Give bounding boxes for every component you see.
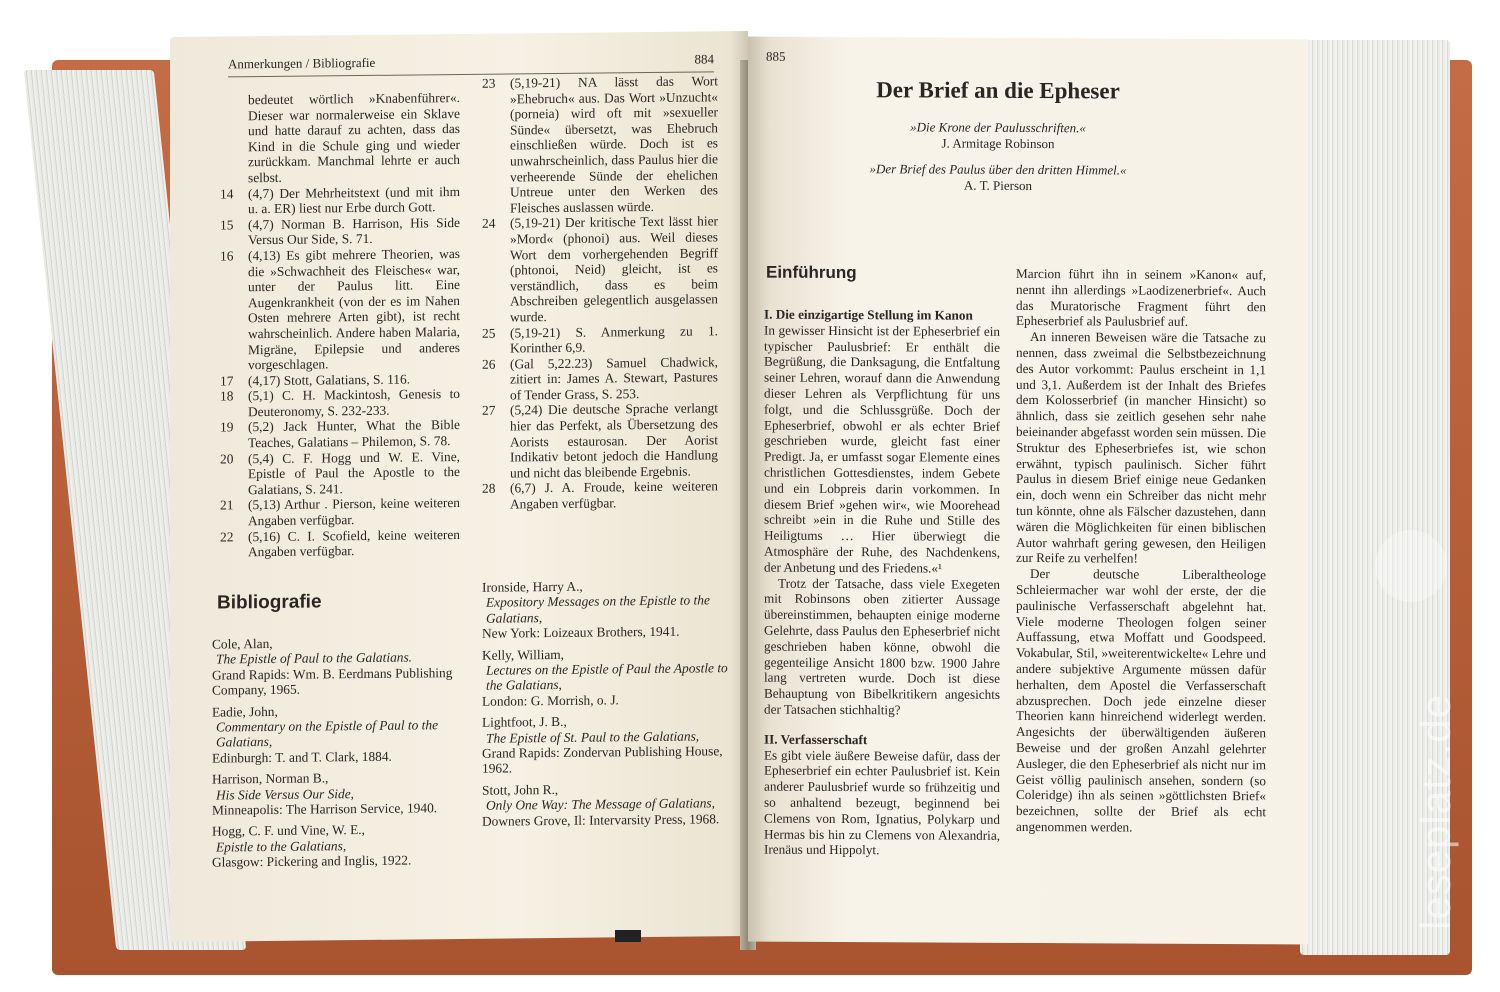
bibliography-publisher: Minneapolis: The Harrison Service, 1940. xyxy=(212,800,438,818)
bibliography-author: Kelly, William, xyxy=(482,646,565,663)
footnote xyxy=(220,184,460,218)
bibliography-entry xyxy=(212,634,472,698)
bibliography-entry xyxy=(212,821,472,870)
bibliography-publisher: London: G. Morrish, o. J. xyxy=(482,692,619,709)
footnote-number: 24 xyxy=(482,215,496,232)
paragraph: Es gibt viele äußere Beweise dafür, dass der Epheserbrief ein echter Paulusbrief ist. Kein anderer Paulusbrief wurde so frühzeitig und so anhaltend bezeugt, beginnend bei Clemens von Rom, Ignatius, Polykarp und Hermas bis hin zu Clemens von Alexandria, Irenäus und Hippolyt. xyxy=(764,747,1000,858)
footnote-number: 18 xyxy=(220,388,234,404)
bibliography-author: Eadie, John, xyxy=(212,703,278,720)
page-number-left: 884 xyxy=(694,51,714,67)
notes-column-2 xyxy=(482,73,718,512)
epigraph-1-quote: »Die Krone der Paulusschriften.« xyxy=(910,119,1086,136)
footnote xyxy=(220,527,460,561)
footnote-text: (6,7) J. A. Froude, keine weiteren Angaben verfügbar. xyxy=(510,478,718,512)
footnote-text: (5,24) Die deutsche Sprache verlangt hier das Perfekt, als Übersetzung des Aorists estaurosan. Der Aorist Indikativ betont jedoch die Handlung und nicht das bleibende Ergebnis. xyxy=(510,400,718,481)
footnote-text: (5,19-21) Der kritische Text lässt hier »Mord« (phonoi) aus. Weil dieses Wort dem vorhergehenden Begriff (phtonoi, Neid) gleicht, ist es verständlich, dass es beim Abschreiben gelegentlich ausgelassen wurde. xyxy=(510,213,718,325)
bibliography-author: Lightfoot, J. B., xyxy=(482,714,567,731)
bibliography-title: Expository Messages on the Epistle to the Galatians, xyxy=(486,592,710,626)
footnote-text: (5,16) C. I. Scofield, keine weiteren Angaben verfügbar. xyxy=(248,526,460,560)
paragraph: Marcion führt ihn in seinem »Kanon« auf, nennt ihn allerdings »Laodizenerbrief«. Auch das Muratorische Fragment führt den Epheserbrief als Paulusbrief auf. xyxy=(1016,265,1266,330)
epigraph-2-author: A. T. Pierson xyxy=(963,177,1033,194)
footnote-text: (5,13) Arthur . Pierson, keine weiteren Angaben verfügbar. xyxy=(248,495,460,529)
paragraph: In gewisser Hinsicht ist der Epheserbrief ein typischer Paulusbrief: Er enthält die Begrüßung, die Danksagung, die Entfaltung seiner Lehren, worauf dann die Anwendung dieser Lehren als Verpflichtung für uns folgt, und die Schlussgrüße. Doch der Epheserbrief, obwohl er als echter Brief geschrieben wurde, gleicht fast einer Predigt. Ja, er umfasst sogar Elemente eines christlichen Gottesdienstes, indem Gebete und ein Lobpreis darin vorkommen. In diesem Brief »gehen wir«, wie Moorehead schreibt »ein in die Ruhe und Stille des Heiligtums … Hier überwiegt die Atmosphäre der Ruhe, des Nachdenkens, der Anbetung und des Friedens.«¹ xyxy=(764,322,1000,576)
paragraph: Trotz der Tatsache, dass viele Exegeten mit Robinsons oben zitierter Aussage übereinstimmen, behaupten einige moderne Gelehrte, dass Paulus den Epheserbrief nicht geschrieben haben könne, obwohl die gegenteilige Ansicht 1800 bzw. 1900 Jahre lang vertreten wurde. Doch ist diese Behauptung von Bibelkritikern angesichts der Tatsachen stichhaltig? xyxy=(764,575,1000,718)
footnote-text: (5,1) C. H. Mackintosh, Genesis to Deuteronomy, S. 232-233. xyxy=(248,386,460,420)
bibliography-column-1 xyxy=(212,634,472,876)
bibliography-author: Stott, John R., xyxy=(482,781,559,798)
footnote xyxy=(220,386,460,420)
footnote-number: 20 xyxy=(220,451,234,467)
footnote-text: bedeutet wörtlich »Knabenführer«. Dieser war normalerweise ein Sklave und hatte darauf zu achten, dass das Kind in die Schule ging und wieder zurückkam. Manchmal lehrte er auch selbst. xyxy=(248,89,460,186)
text-column-1 xyxy=(764,307,1000,859)
epigraph-1-author: J. Armitage Robinson xyxy=(941,135,1055,152)
bibliography-publisher: Grand Rapids: Zondervan Publishing House, 1962. xyxy=(482,743,723,777)
bibliography-author: Ironside, Harry A., xyxy=(482,578,583,595)
bibliography-publisher: New York: Loizeaux Brothers, 1941. xyxy=(482,623,680,641)
bibliography-entry xyxy=(482,712,730,776)
footnote-number xyxy=(220,92,248,186)
footnote-number: 27 xyxy=(482,403,496,419)
bibliography-author: Cole, Alan, xyxy=(212,635,273,652)
footnote xyxy=(482,479,718,513)
footnote-number: 22 xyxy=(220,528,234,545)
footnote-number: 23 xyxy=(482,75,496,91)
footnote-text: (Gal 5,22.23) Samuel Chadwick, zitiert in: James A. Stewart, Pastures of Tender Grass, S. 253. xyxy=(510,353,718,403)
bibliography-entry xyxy=(482,645,730,709)
bookmark-ribbon xyxy=(615,930,641,942)
subheading-2: II. Verfasserschaft xyxy=(764,731,868,747)
epigraph-2 xyxy=(848,161,1148,195)
page-number-right: 885 xyxy=(766,48,786,64)
bibliography-title: The Epistle of Paul to the Galatians. xyxy=(216,649,413,667)
bibliography-publisher: Edinburgh: T. and T. Clark, 1884. xyxy=(212,748,392,766)
footnote-text: (5,2) Jack Hunter, What the Bible Teaches, Galatians – Philemon, S. 78. xyxy=(248,417,460,451)
footnote-text: (5,4) C. F. Hogg und W. E. Vine, Epistle of Paul the Apostle to the Galatians, S. 241. xyxy=(248,448,460,498)
epigraph-2-quote: »Der Brief des Paulus über den dritten Himmel.« xyxy=(869,161,1127,178)
footnote xyxy=(220,449,460,498)
footnote xyxy=(220,215,460,249)
text-column-2 xyxy=(1016,266,1266,836)
footnote xyxy=(482,401,718,481)
bibliography-title: Commentary on the Epistle of Paul to the Galatians, xyxy=(216,717,439,750)
footnote-text: (4,7) Der Mehrheitstext (und mit ihm u. a. ER) liest nur Erbe durch Gott. xyxy=(248,183,460,217)
bibliography-publisher: Glasgow: Pickering and Inglis, 1922. xyxy=(212,852,412,870)
bibliography-title: His Side Versus Our Side, xyxy=(216,785,354,803)
footnote xyxy=(220,246,460,373)
footnote-text: (4,7) Norman B. Harrison, His Side Versus Our Side, S. 71. xyxy=(248,214,460,248)
right-page xyxy=(748,37,1308,945)
bibliography-entry xyxy=(212,769,472,818)
footnote-number: 19 xyxy=(220,419,234,435)
bibliography-entry xyxy=(482,780,730,829)
footnote xyxy=(220,495,460,529)
footnote-number: 28 xyxy=(482,481,496,497)
epigraph-1 xyxy=(848,119,1148,153)
footnote-number: 15 xyxy=(220,217,234,233)
subheading-1: I. Die einzigartige Stellung im Kanon xyxy=(764,306,973,323)
footnote-text: (5,19-21) S. Anmerkung zu 1. Korinther 6,9. xyxy=(510,322,718,356)
footnote-number: 21 xyxy=(220,497,234,513)
footnote-number: 14 xyxy=(220,185,234,202)
footnote-number: 16 xyxy=(220,248,234,264)
bibliography-entry xyxy=(212,701,472,765)
paragraph: Der deutsche Liberaltheologe Schleiermacher war wohl der erste, der die paulinische Verfasserschaft abgelehnt hat. Viele moderne Theologen folgen seiner Auffassung, etwa Moffatt und Goodspeed. Vokabular, Stil, »weiterentwickelte« Lehre und andere subjektive Argumente müssen dafür herhalten, dem Apostel die Verfasserschaft abzusprechen. Doch jede einzelne dieser Theorien kann hinreichend widerlegt werden. Angesichts der überwältigenden äußeren Beweise und der großen Anzahl gelehrter Ausleger, die den Epheserbrief als nicht nur im Geist völlig paulinisch ansehen, sondern (so Coleridge) ihn als seinen »göttlichsten Brief« bezeichnen, sollte der Brief als echt angenommen werden. xyxy=(1016,566,1266,835)
footnote-text: (5,19-21) NA lässt das Wort »Ehebruch« aus. Das Wort »Unzucht« (porneia) wird oft mit »sexueller Sünde« übersetzt, was Ehebruch einschließen würde. Doch ist es unwahrscheinlich, dass Paulus hier die verheerende Sünde der ehelichen Untreue unter den Werken des Fleisches auslassen würde. xyxy=(510,73,718,216)
watermark-logo-icon xyxy=(1375,530,1447,602)
paragraph: An inneren Beweisen wäre die Tatsache zu nennen, dass zweimal die Selbstbezeichnung des Autor vorkommt: Paulus erscheint in 1,1 und 3,1. Außerdem ist der Inhalt des Briefes dem Kolosserbrief (in mancher Hinsicht) so ähnlich, dass sie zeitlich gesehen sehr nahe beieinander abgefasst worden sein müssen. Die Struktur des Epheserbriefes ist, wie schon erwähnt, typisch paulinisch. Sicher führt Paulus in diesem Brief einige neue Gedanken ein, doch wenn ein Schreiber das nicht mehr tun könnte, ohne als Fälscher dazustehen, dann wären die Möglichkeiten für einen biblischen Autor wahrhaft gering gewesen, den Heiligen zur Reife zu verhelfen! xyxy=(1016,329,1266,566)
notes-column-1 xyxy=(220,90,460,560)
bibliography-title: Only One Way: The Message of Galatians, xyxy=(486,795,715,813)
bibliography-heading: Bibliografie xyxy=(217,591,322,614)
section-heading: Einführung xyxy=(766,262,857,283)
bibliography-title: Epistle to the Galatians, xyxy=(216,838,347,855)
footnote xyxy=(482,323,718,357)
bibliography-title: Lectures on the Epistle of Paul the Apostle to the Galatians, xyxy=(486,660,728,694)
bibliography-author: Harrison, Norman B., xyxy=(212,770,329,787)
footnote xyxy=(220,417,460,451)
footnote-text: (4,17) Stott, Galatians, S. 116. xyxy=(248,371,411,388)
bibliography-title: The Epistle of St. Paul to the Galatians, xyxy=(486,728,700,746)
footnote xyxy=(482,354,718,403)
footnote-text: (4,13) Es gibt mehrere Theorien, was die »Schwachheit des Fleisches« war, unter der Paulus litt. Eine Augenkrankheit (von der es im Nahen Osten mehrere Arten gibt), ist recht wahrscheinlich. Andere haben Malaria, Migräne, Epilepsie und anderes vorgeschlagen. xyxy=(248,245,460,373)
bibliography-column-2 xyxy=(482,577,730,835)
footnote-number: 25 xyxy=(482,325,496,341)
footnote xyxy=(482,73,718,216)
bibliography-author: Hogg, C. F. und Vine, W. E., xyxy=(212,822,365,840)
bibliography-publisher: Downers Grove, Il: Intervarsity Press, 1968. xyxy=(482,810,720,829)
bibliography-publisher: Grand Rapids: Wm. B. Eerdmans Publishing Company, 1965. xyxy=(212,664,453,698)
footnote-number: 26 xyxy=(482,356,496,372)
watermark-text: leseplatz.de xyxy=(1412,693,1459,930)
chapter-title: Der Brief an die Epheser xyxy=(876,77,1120,104)
footnote-number: 17 xyxy=(220,373,234,389)
left-page xyxy=(170,31,748,942)
footnote xyxy=(220,90,460,186)
bibliography-entry xyxy=(482,577,730,641)
footnote xyxy=(482,214,718,326)
running-title: Anmerkungen / Bibliografie xyxy=(228,54,376,72)
